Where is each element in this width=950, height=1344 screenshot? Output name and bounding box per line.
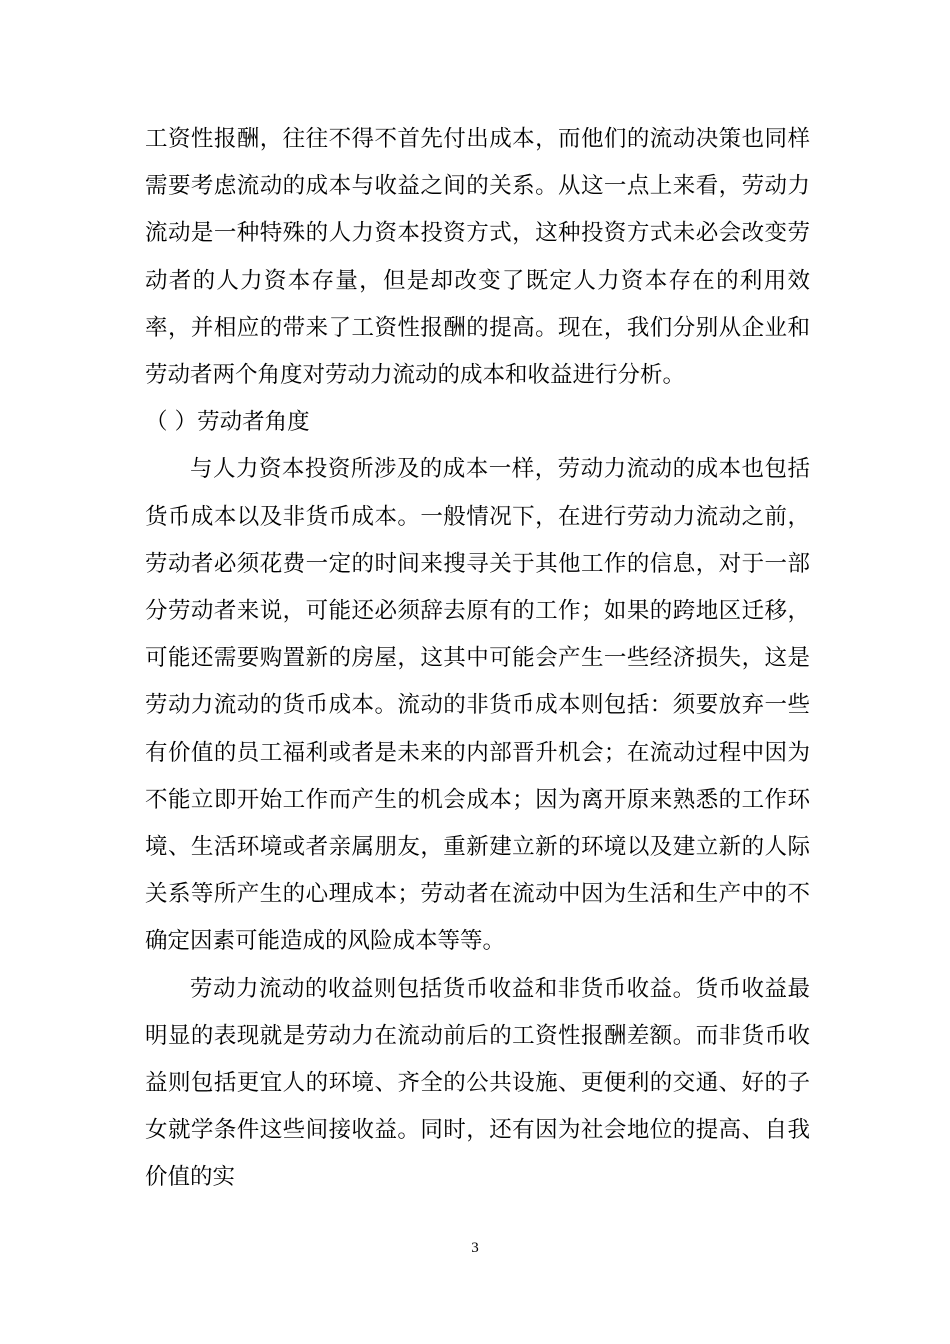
document-body — [145, 116, 810, 1202]
paragraph-benefits: 劳动力流动的收益则包括货币收益和非货币收益。货币收益最明显的表现就是劳动力在流动前后的工资性报酬差额。而非货币收益则包括更宜人的环境、齐全的公共设施、更便利的交通、好的子女就学条件这些间接收益。同时，还有因为社会地位的提高、自我价值的实 — [145, 975, 810, 1191]
paragraph-continuation: 工资性报酬，往往不得不首先付出成本，而他们的流动决策也同样需要考虑流动的成本与收益之间的关系。从这一点上来看，劳动力流动是一种特殊的人力资本投资方式，这种投资方式未必会改变劳动者的人力资本存量，但是却改变了既定人力资本存在的利用效率，并相应的带来了工资性报酬的提高。现在，我们分别从企业和劳动者两个角度对劳动力流动的成本和收益进行分析。 — [145, 126, 810, 389]
paragraph-costs: 与人力资本投资所涉及的成本一样，劳动力流动的成本也包括货币成本以及非货币成本。一般情况下，在进行劳动力流动之前，劳动者必须花费一定的时间来搜寻关于其他工作的信息，对于一部分劳动者来说，可能还必须辞去原有的工作；如果的跨地区迁移，可能还需要购置新的房屋，这其中可能会产生一些经济损失，这是劳动力流动的货币成本。流动的非货币成本则包括：须要放弃一些有价值的员工福利或者是未来的内部晋升机会；在流动过程中因为不能立即开始工作而产生的机会成本；因为离开原来熟悉的工作环境、生活环境或者亲属朋友，重新建立新的环境以及建立新的人际关系等所产生的心理成本；劳动者在流动中因为生活和生产中的不确定因素可能造成的风险成本等等。 — [145, 456, 810, 955]
page-number: 3 — [471, 1240, 479, 1256]
section-heading: （ ）劳动者角度 — [145, 409, 310, 436]
